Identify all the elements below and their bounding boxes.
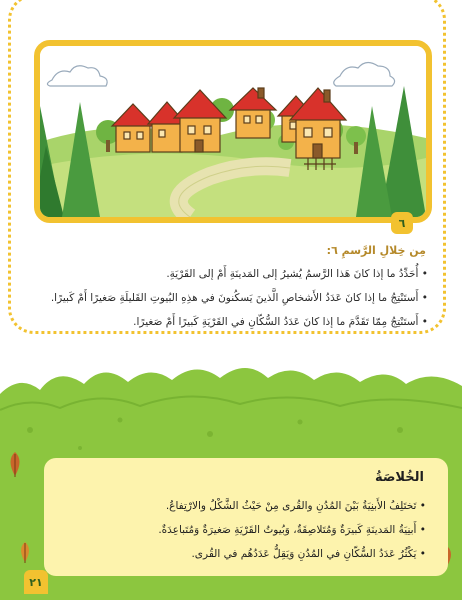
figure-number-badge: ٦: [391, 212, 413, 234]
summary-box: [44, 458, 448, 576]
list-item: • أَبنِيَةُ المَدينَةِ كَبيرَةٌ وَمُتَلاصِقَةٌ، وَبُيوتُ القَرْيَةِ صَغيرَةٌ وَمُتَباعِدَةٌ.: [56, 518, 426, 542]
activity-list: [28, 262, 428, 334]
list-item: • تَختَلِفُ الأَبنِيَةُ بَيْنَ المُدُنِ والقُرى مِنْ حَيْثُ الشَّكْلُ والارْتِفاعُ.: [56, 494, 426, 518]
autumn-leaf-icon: [16, 540, 34, 564]
list-item: • أَستَنْتِجُ ما إذا كانَ عَدَدُ الأَشخاصِ الَّذينَ يَسكُنونَ في هذِهِ البُيوتِ القَليلَةِ صَغيرًا أَمْ كَبيرًا.: [28, 286, 428, 310]
list-item: • أَستَنْتِجُ مِمّا تَقَدَّمَ ما إذا كانَ عَدَدُ السُّكّانِ في القَرْيَةِ كَبيرًا أَمْ صَغيرًا.: [28, 310, 428, 334]
village-scene: [40, 46, 426, 217]
list-item: • يَكْثُرُ عَدَدُ السُّكّانِ في المُدُنِ وَيَقِلُّ عَدَدُهُم في القُرى.: [56, 542, 426, 566]
summary-list: [56, 494, 426, 566]
section-heading: مِن خِلالِ الرَّسمِ ٦:: [326, 244, 426, 257]
autumn-leaf-icon: [4, 450, 26, 478]
page-number: ٢١: [24, 570, 48, 594]
summary-title: الخُلاصَةُ: [374, 470, 424, 485]
village-illustration: [34, 40, 432, 223]
list-item: • أُحَدِّدُ ما إذا كانَ هَذا الرَّسمُ يُشيرُ إلى المَدينَةِ أَمْ إلى القَرْيَةِ.: [28, 262, 428, 286]
